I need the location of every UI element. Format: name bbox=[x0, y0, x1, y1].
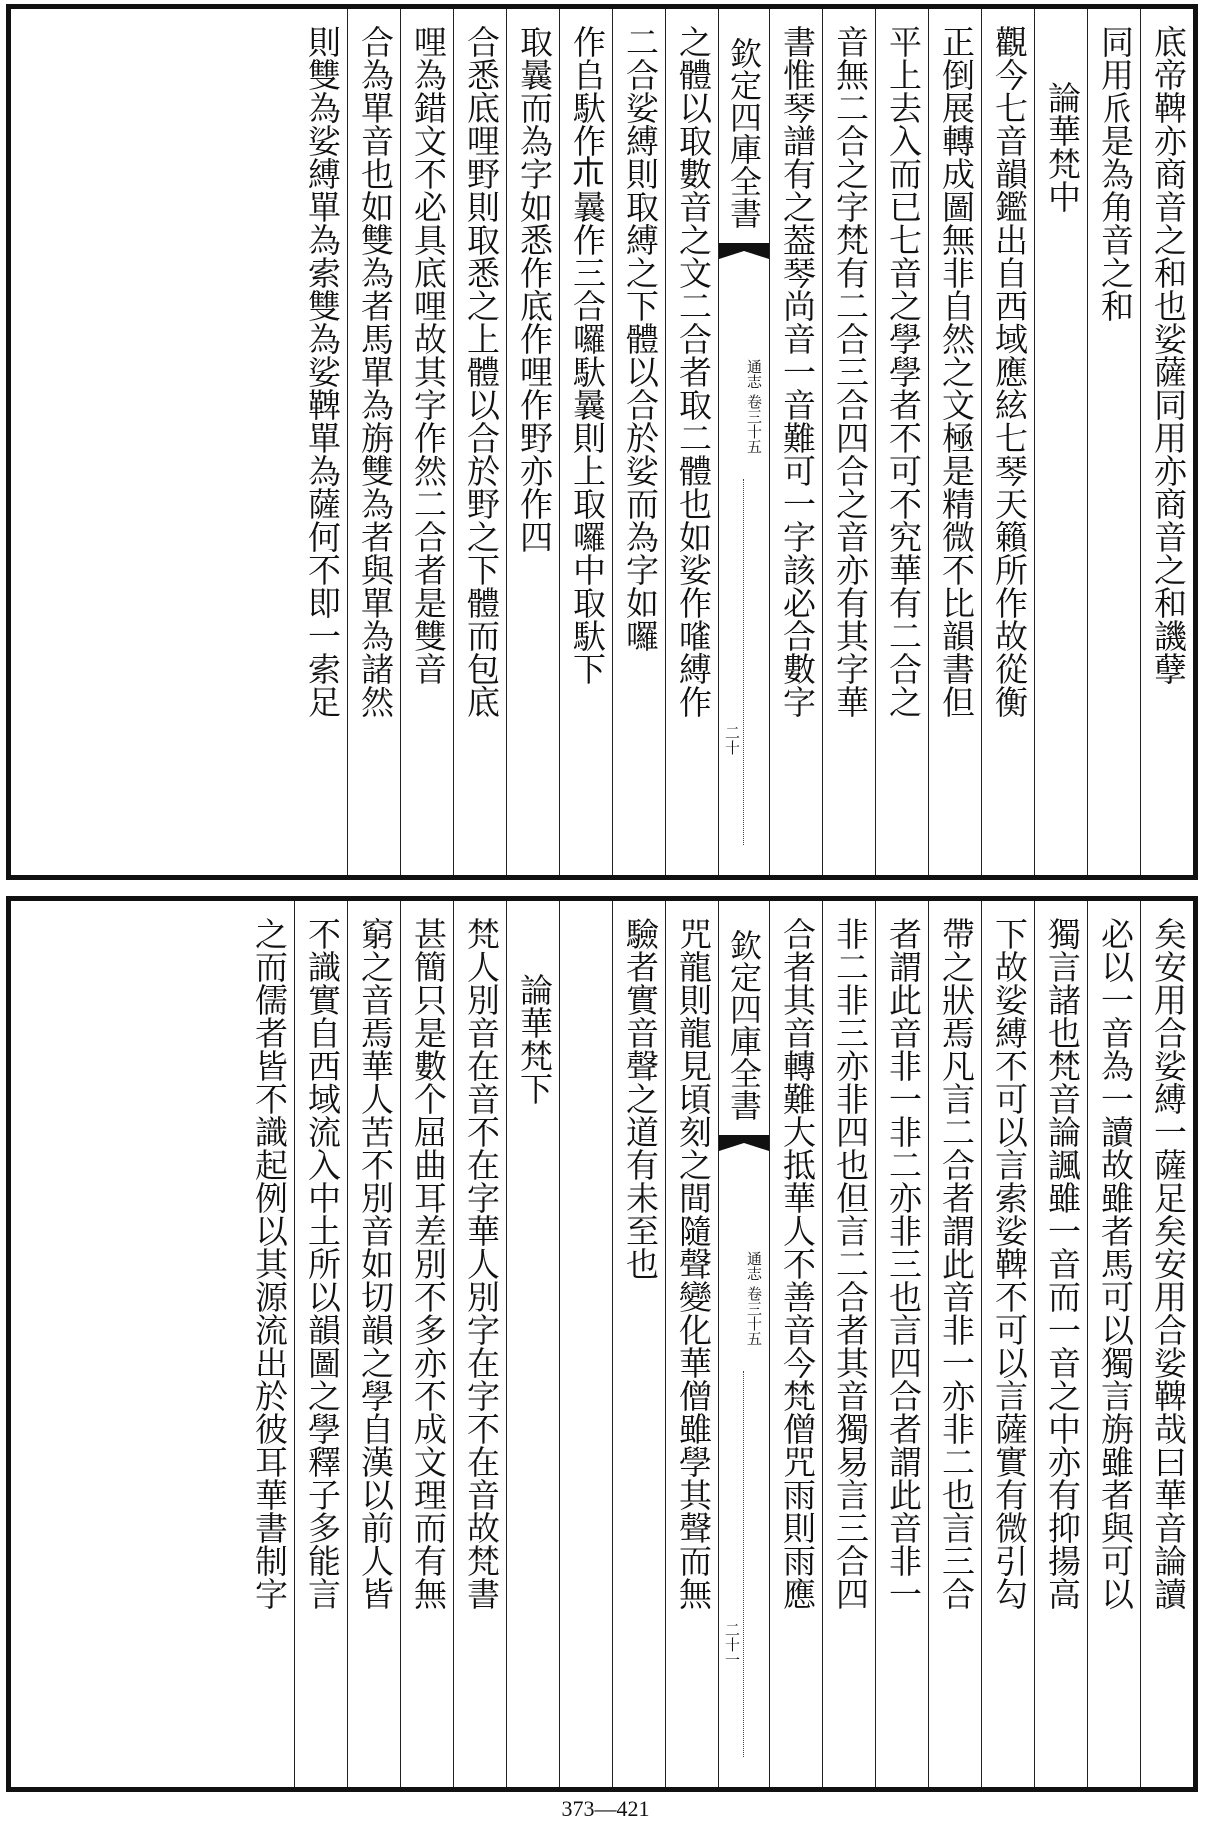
banner-title: 欽定四庫全書 bbox=[719, 901, 769, 1143]
banner-title: 欽定四庫全書 bbox=[719, 9, 769, 251]
text-column: 正倒展轉成圖無非自然之文極是精微不比韻書但 bbox=[928, 9, 981, 875]
text-column: 梵人別音在音不在字華人別字在字不在音故梵書 bbox=[453, 901, 506, 1787]
text-column: 獨言諸也梵音論諷雖一音而一音之中亦有抑揚高 bbox=[1034, 901, 1087, 1787]
text-column: 矣安用合娑縛一薩足矣安用合娑鞞哉曰華音論讀 bbox=[1140, 901, 1193, 1787]
text-column: 之體以取數音之文二合者取二體也如娑作𠻘縛作 bbox=[665, 9, 718, 875]
text-column: 窮之音焉華人苦不別音如切韻之學自漢以前人皆 bbox=[347, 901, 400, 1787]
lower-page-columns bbox=[11, 901, 1193, 1787]
text-column: 下故娑縛不可以言索娑鞞不可以言薩實有微引勾 bbox=[981, 901, 1034, 1787]
upper-page-columns bbox=[11, 9, 1193, 875]
text-column: 咒龍則龍見頃刻之間隨聲變化華僧雖學其聲而無 bbox=[665, 901, 718, 1787]
banner-volume: 通志 卷三十五 bbox=[745, 359, 763, 454]
section-heading-column bbox=[506, 901, 559, 1787]
text-column: 二合娑縛則取縛之下體以合於娑而為字如囉 bbox=[612, 9, 665, 875]
fishtail-mark bbox=[719, 1135, 769, 1151]
banner-volume: 通志 卷三十五 bbox=[745, 1251, 763, 1346]
text-column: 帶之狀焉凡言二合者謂此音非一亦非二也言三合 bbox=[928, 901, 981, 1787]
upper-page bbox=[6, 4, 1198, 880]
text-column: 非二非三亦非四也但言二合者其音獨易言三合四 bbox=[822, 901, 875, 1787]
banner-leaf-number: 二十一 bbox=[723, 1622, 741, 1667]
text-column: 必以一音為一讀故雖者馬可以獨言旃雖者與可以 bbox=[1087, 901, 1140, 1787]
blank-column bbox=[559, 901, 612, 1787]
lower-page bbox=[6, 896, 1198, 1792]
center-banner bbox=[718, 9, 769, 875]
banner-leaf-number: 二十 bbox=[723, 725, 741, 755]
banner-dotted-rule bbox=[743, 1371, 744, 1757]
text-column: 觀今七音韻鑑出自西域應絃七琴天籟所作故從衡 bbox=[981, 9, 1034, 875]
text-column: 哩為錯文不必具底哩故其字作然二合者是雙音 bbox=[400, 9, 453, 875]
text-column: 音無二合之字梵有二合三合四合之音亦有其字華 bbox=[822, 9, 875, 875]
text-column: 合者其音轉難大抵華人不善音今梵僧咒雨則雨應 bbox=[769, 901, 822, 1787]
banner-dotted-rule bbox=[743, 479, 744, 845]
section-heading: 論華梵下 bbox=[515, 973, 554, 1105]
text-column: 書惟琴譜有之葢琴尚音一音難可一字該必合數字 bbox=[769, 9, 822, 875]
text-column: 合為單音也如雙為者馬單為旃雙為者與單為諸然 bbox=[347, 9, 400, 875]
page-number: 373—421 bbox=[561, 1796, 650, 1821]
text-column: 底帝鞞亦商音之和也娑薩同用亦商音之和譏孽 bbox=[1140, 9, 1193, 875]
center-banner bbox=[718, 901, 769, 1787]
text-column: 取曩而為字如悉作底作哩作野亦作四 bbox=[506, 9, 559, 875]
section-heading: 論華梵中 bbox=[1043, 81, 1082, 213]
text-column: 同用𠂢是為角音之和 bbox=[1087, 9, 1140, 875]
text-column: 者謂此音非一非二亦非三也言四合者謂此音非一 bbox=[875, 901, 928, 1787]
text-column: 甚簡只是數个屈曲耳差別不多亦不成文理而有無 bbox=[400, 901, 453, 1787]
text-column: 之而儒者皆不識起例以其源流出於彼耳華書制字 bbox=[250, 917, 289, 1610]
fishtail-mark bbox=[719, 243, 769, 259]
text-column: 平上去入而已七音之學學者不可不究華有二合之 bbox=[875, 9, 928, 875]
text-column: 驗者實音聲之道有未至也 bbox=[612, 901, 665, 1787]
text-column: 不識實自西域流入中土所以韻圖之學釋子多能言 bbox=[294, 901, 347, 1787]
text-column: 則雙為娑縛單為索雙為娑鞞單為薩何不即一索足 bbox=[303, 25, 342, 718]
section-heading-column bbox=[1034, 9, 1087, 875]
text-column: 合悉底哩野則取悉之上體以合於野之下體而包底 bbox=[453, 9, 506, 875]
text-column: 作𠂤馱作𣎳曩作三合囉馱曩則上取囉中取馱下 bbox=[559, 9, 612, 875]
